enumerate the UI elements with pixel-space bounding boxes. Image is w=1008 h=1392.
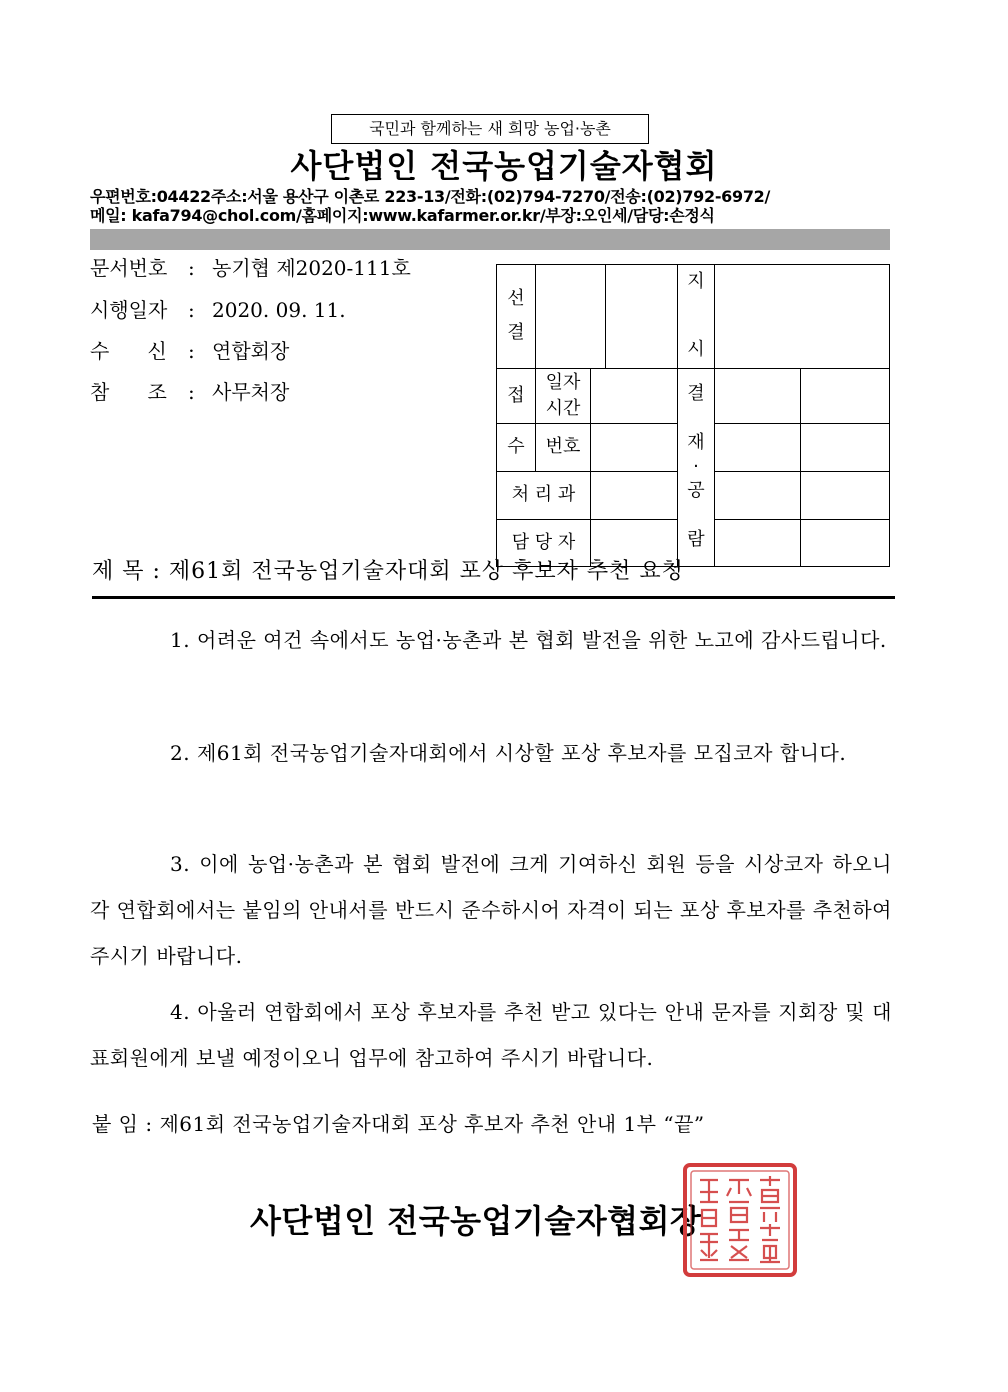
attachment-line: 붙 임 : 제61회 전국농업기술자대회 포상 후보자 추천 안내 1부 “끝” (92, 1112, 705, 1136)
recipient-label: 수 신 (90, 339, 167, 363)
doc-number-row (90, 254, 411, 282)
doc-number-label: 문서번호 (90, 256, 168, 280)
approval-cell-3-2 (801, 471, 890, 519)
body-paragraph-4: 4. 아울러 연합회에서 포상 후보자를 추천 받고 있다는 안내 문자를 지회장 및 대표회원에게 보낼 예정이오니 업무에 참고하여 주시기 바랍니다. (90, 1000, 892, 1070)
subject-underline (92, 596, 895, 599)
contact-line-address: 우편번호:04422주소:서울 용산구 이촌로 223-13/전화:(02)794-7270/전송:(02)792-6972/ (90, 187, 771, 206)
processing-dept-cell (591, 471, 678, 519)
issue-date-value: 2020. 09. 11. (212, 298, 346, 322)
receipt-label-top: 접 (497, 368, 536, 423)
person-in-charge-label: 담 당 자 (497, 519, 591, 566)
colon: : (188, 339, 195, 363)
reference-value: 사무처장 (212, 380, 290, 404)
date-time-cell (591, 368, 678, 423)
issue-date-label: 시행일자 (90, 298, 168, 322)
instruction-label: 지 시 (678, 265, 715, 369)
official-seal-stamp (682, 1162, 798, 1278)
contact-line-email: 메일: kafa794@chol.com/홈페이지:www.kafarmer.or.kr/부장:오인세/담당:손정식 (90, 206, 715, 225)
colon: : (188, 380, 195, 404)
subject-line (92, 556, 684, 588)
approval-box (496, 264, 889, 553)
approval-review-label: 결 재 · 공 람 (678, 368, 715, 566)
receipt-label-bottom: 수 (497, 423, 536, 471)
slogan-box: 국민과 함께하는 새 희망 농업·농촌 (331, 114, 649, 144)
approval-cell-1-1 (715, 368, 801, 423)
issuer-signature: 사단법인 전국농업기술자협회장 (250, 1202, 702, 1240)
approval-cell-2-2 (801, 423, 890, 471)
pre-approval-cell-1 (536, 265, 606, 369)
colon: : (188, 256, 195, 280)
issue-date-row (90, 296, 346, 324)
doc-number-value: 농기협 제2020-111호 (212, 256, 411, 280)
subject-label: 제 목 : (92, 559, 161, 584)
body-paragraph-1: 1. 어려운 여건 속에서도 농업·농촌과 본 협회 발전을 위한 노고에 감사드립니다. (170, 628, 887, 652)
reference-row (90, 378, 289, 406)
header-divider-bar (90, 229, 890, 250)
subject-text: 제61회 전국농업기술자대회 포상 후보자 추천 요청 (168, 559, 684, 584)
recipient-value: 연합회장 (212, 339, 290, 363)
approval-cell-4-1 (715, 519, 801, 566)
body-paragraph-3: 3. 이에 농업·농촌과 본 협회 발전에 크게 기여하신 회원 등을 시상코자 하오니 각 연합회에서는 붙임의 안내서를 반드시 준수하시어 자격이 되는 포상 후보자를 추천하여 주시기 바랍니다. (90, 852, 892, 968)
reference-label: 참 조 (90, 380, 167, 404)
body-paragraph-2: 2. 제61회 전국농업기술자대회에서 시상할 포상 후보자를 모집코자 합니다. (170, 741, 847, 765)
colon: : (188, 298, 195, 322)
approval-cell-2-1 (715, 423, 801, 471)
recipient-row (90, 337, 289, 365)
number-cell (591, 423, 678, 471)
date-time-label: 일자 시간 (536, 368, 591, 423)
approval-cell-1-2 (801, 368, 890, 423)
pre-approval-cell-2 (606, 265, 678, 369)
instruction-cell (715, 265, 890, 369)
processing-dept-label: 처 리 과 (497, 471, 591, 519)
number-label: 번호 (536, 423, 591, 471)
approval-cell-4-2 (801, 519, 890, 566)
pre-approval-label: 선 결 (497, 265, 536, 369)
organization-title: 사단법인 전국농업기술자협회 (290, 147, 718, 185)
approval-cell-3-1 (715, 471, 801, 519)
